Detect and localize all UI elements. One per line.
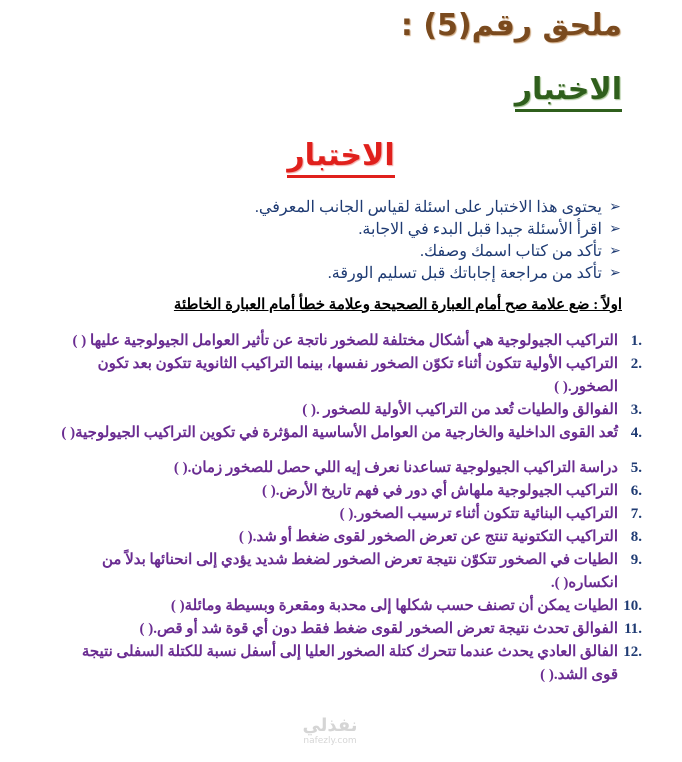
question-text: التراكيب البنائية تتكون أثناء ترسيب الصخور.( ): [339, 506, 618, 522]
watermark-logo: نفذلي: [302, 715, 358, 736]
watermark-url: nafezly.com: [303, 736, 357, 746]
question-text: التراكيب الأولية تتكون أثناء تكوّن الصخور نفسها، بينما التراكيب الثانوية تتكون بعد تكون الصخور.( ): [97, 356, 618, 395]
appendix-colon: :: [400, 8, 413, 43]
question-item: [52, 618, 642, 641]
question-item: [52, 641, 642, 687]
question-item: [52, 422, 642, 445]
appendix-paren-open: (: [457, 8, 472, 43]
question-number: .6: [630, 483, 642, 499]
question-item: [52, 503, 642, 526]
question-number: .11: [624, 621, 642, 637]
question-number: .9: [630, 552, 642, 568]
test-title: [0, 138, 682, 178]
part-one-heading: اولاً : ضع علامة صح أمام العبارة الصحيحة وعلامة خطأ أمام العبارة الخاطئة: [173, 297, 622, 313]
question-number: .8: [630, 529, 642, 545]
question-number: .4: [630, 425, 642, 441]
question-item: [52, 399, 642, 422]
question-text: الطيات في الصخور تتكوّن نتيجة تعرض الصخور لضغط شديد يؤدي إلى انحنائها بدلاً من انكساره( ).: [101, 552, 618, 591]
arrow-bullet-icon: ➢: [609, 222, 621, 237]
instruction-text: اقرأ الأسئلة جيدا قبل البدء في الاجابة.: [358, 221, 602, 238]
question-item: [52, 480, 642, 503]
question-text: دراسة التراكيب الجيولوجية تساعدنا نعرف إيه اللي حصل للصخور زمان.( ): [173, 460, 618, 476]
instruction-item: [62, 241, 622, 263]
question-number: .5: [630, 460, 642, 476]
appendix-label: ملحق رقم: [471, 8, 622, 43]
section-title-underline: [515, 109, 622, 112]
question-item: [52, 549, 642, 595]
instruction-item: [62, 197, 622, 219]
question-number: .12: [623, 644, 642, 660]
question-text: التراكيب الجيولوجية هي أشكال مختلفة للصخور ناتجة عن تأثير العوامل الجيولوجية عليها ( ): [72, 333, 618, 349]
question-number: .7: [630, 506, 642, 522]
section-title-text: الاختبار: [514, 72, 622, 107]
question-item: [52, 457, 642, 480]
question-text: الطيات يمكن أن تصنف حسب شكلها إلى محدبة ومقعرة وبسيطة ومائلة( ): [170, 598, 618, 614]
arrow-bullet-icon: ➢: [609, 266, 621, 281]
question-item: [52, 526, 642, 549]
test-title-underline: [287, 175, 394, 178]
test-title-text: الاختبار: [287, 138, 395, 173]
instruction-text: يحتوى هذا الاختبار على اسئلة لقياس الجانب المعرفي.: [254, 199, 602, 216]
question-text: الفوالق والطيات تُعد من التراكيب الأولية للصخور .( ): [302, 402, 618, 418]
instruction-text: تأكد من مراجعة إجاباتك قبل تسليم الورقة.: [327, 265, 602, 282]
question-item: [52, 330, 642, 353]
question-number: .1: [630, 333, 642, 349]
appendix-title: [401, 8, 622, 43]
question-text: التراكيب التكتونية تنتج عن تعرض الصخور لقوى ضغط أو شد.( ): [238, 529, 618, 545]
questions-list: [52, 330, 642, 687]
instruction-item: [62, 263, 622, 285]
watermark: [275, 715, 385, 746]
question-number: .2: [630, 356, 642, 372]
instruction-text: تأكد من كتاب اسمك وصفك.: [420, 243, 602, 260]
question-number: .3: [630, 402, 642, 418]
instructions-list: [62, 197, 622, 285]
arrow-bullet-icon: ➢: [609, 200, 621, 215]
appendix-paren-close: ): [423, 8, 438, 43]
question-text: الفوالق تحدث نتيجة تعرض الصخور لقوى ضغط فقط دون أي قوة شد أو قص.( ): [139, 621, 618, 637]
instruction-item: [62, 219, 622, 241]
appendix-number: 5: [437, 8, 458, 43]
question-number: .10: [623, 598, 642, 614]
section-title: [515, 72, 622, 112]
question-item: [52, 353, 642, 399]
question-text: تُعد القوى الداخلية والخارجية من العوامل الأساسية المؤثرة في تكوين التراكيب الجيولوجية( ): [61, 425, 618, 441]
question-item: [52, 595, 642, 618]
question-text: الفالق العادي يحدث عندما تتحرك كتلة الصخور العليا إلى أسفل نسبة للكتلة السفلى نتيجة قوى الشد.( ): [81, 644, 618, 683]
arrow-bullet-icon: ➢: [609, 244, 621, 259]
question-text: التراكيب الجيولوجية ملهاش أي دور في فهم تاريخ الأرض.( ): [261, 483, 618, 499]
